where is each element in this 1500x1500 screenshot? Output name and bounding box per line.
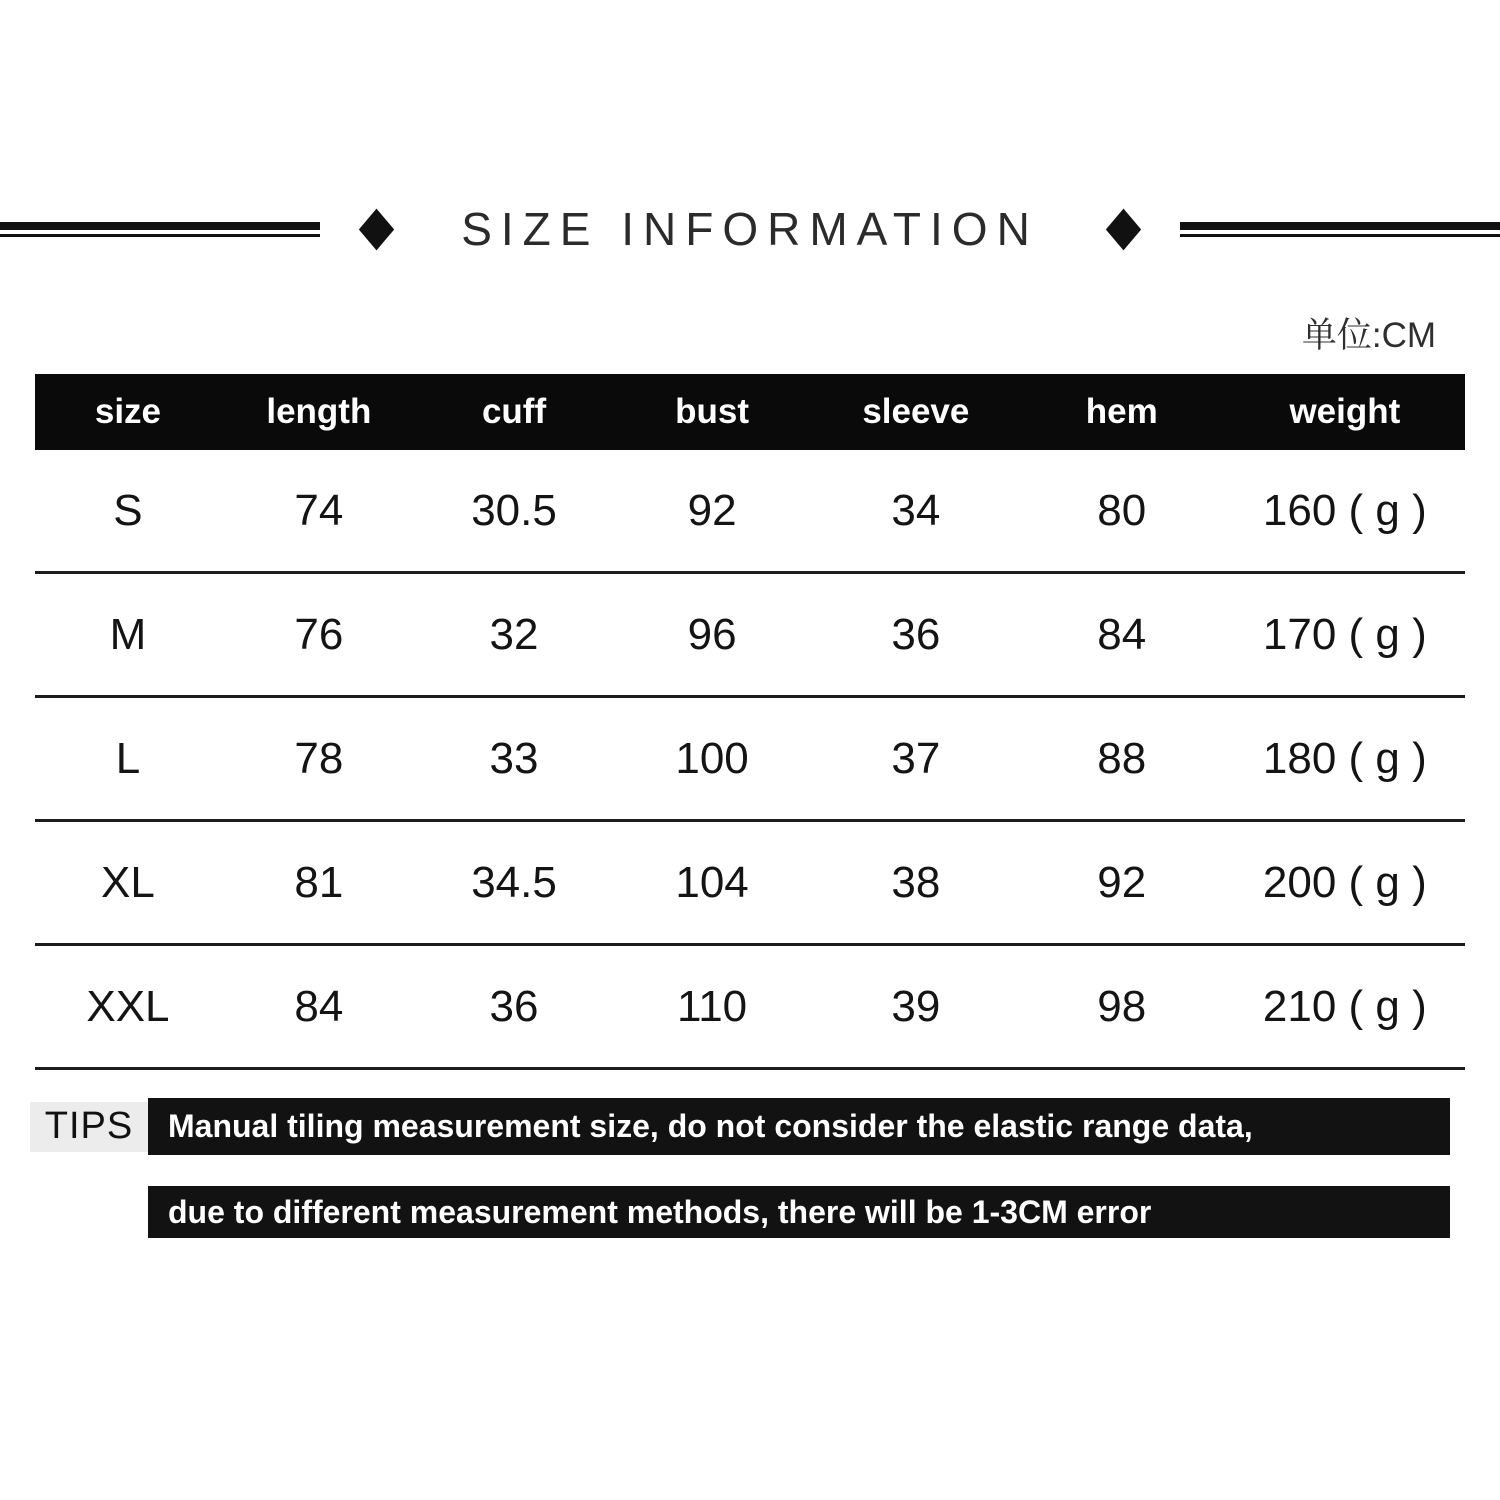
size-table xyxy=(35,374,1465,1070)
table-cell: 104 xyxy=(611,821,813,945)
table-cell: 84 xyxy=(1019,573,1225,697)
table-cell: 210 ( g ) xyxy=(1225,945,1465,1069)
table-cell: 98 xyxy=(1019,945,1225,1069)
table-cell: 170 ( g ) xyxy=(1225,573,1465,697)
table-cell: 39 xyxy=(813,945,1019,1069)
table-cell: 36 xyxy=(813,573,1019,697)
table-cell: 88 xyxy=(1019,697,1225,821)
table-cell: 100 xyxy=(611,697,813,821)
unit-label: 单位:CM xyxy=(1301,316,1436,355)
table-cell: 78 xyxy=(221,697,417,821)
table-row xyxy=(35,821,1465,945)
table-row xyxy=(35,450,1465,573)
table-cell: 34.5 xyxy=(417,821,611,945)
column-header-cuff: cuff xyxy=(417,374,611,450)
table-cell: XL xyxy=(35,821,221,945)
table-header-row xyxy=(35,374,1465,450)
table-cell: S xyxy=(35,450,221,573)
column-header-size: size xyxy=(35,374,221,450)
tips-row-1 xyxy=(30,1098,1450,1155)
table-row xyxy=(35,573,1465,697)
table-cell: 92 xyxy=(1019,821,1225,945)
tips-row-2 xyxy=(148,1186,1450,1238)
table-cell: 37 xyxy=(813,697,1019,821)
column-header-sleeve: sleeve xyxy=(813,374,1019,450)
table-cell: 30.5 xyxy=(417,450,611,573)
table-cell: 160 ( g ) xyxy=(1225,450,1465,573)
table-cell: 38 xyxy=(813,821,1019,945)
tips-text-line-2: due to different measurement methods, there will be 1-3CM error xyxy=(148,1186,1450,1238)
table-cell: 33 xyxy=(417,697,611,821)
table-cell: 74 xyxy=(221,450,417,573)
table-row xyxy=(35,697,1465,821)
column-header-bust: bust xyxy=(611,374,813,450)
table-cell: 81 xyxy=(221,821,417,945)
page-title: SIZE INFORMATION xyxy=(461,203,1039,255)
column-header-weight: weight xyxy=(1225,374,1465,450)
table-cell: M xyxy=(35,573,221,697)
table-cell: 76 xyxy=(221,573,417,697)
divider-line-left xyxy=(0,222,320,237)
table-cell: L xyxy=(35,697,221,821)
title-banner xyxy=(0,0,1500,256)
table-cell: XXL xyxy=(35,945,221,1069)
table-cell: 180 ( g ) xyxy=(1225,697,1465,821)
table-row xyxy=(35,945,1465,1069)
table-cell: 34 xyxy=(813,450,1019,573)
table-cell: 96 xyxy=(611,573,813,697)
table-cell: 80 xyxy=(1019,450,1225,573)
column-header-hem: hem xyxy=(1019,374,1225,450)
tips-label: TIPS xyxy=(30,1102,148,1152)
tips-text-line-1: Manual tiling measurement size, do not consider the elastic range data, xyxy=(148,1098,1450,1155)
column-header-length: length xyxy=(221,374,417,450)
tips-section xyxy=(30,1098,1450,1238)
table-cell: 36 xyxy=(417,945,611,1069)
divider-line-right xyxy=(1180,222,1500,237)
table-cell: 32 xyxy=(417,573,611,697)
table-cell: 200 ( g ) xyxy=(1225,821,1465,945)
table-cell: 84 xyxy=(221,945,417,1069)
table-cell: 92 xyxy=(611,450,813,573)
diamond-icon xyxy=(359,208,394,250)
table-cell: 110 xyxy=(611,945,813,1069)
diamond-icon xyxy=(1106,208,1141,250)
